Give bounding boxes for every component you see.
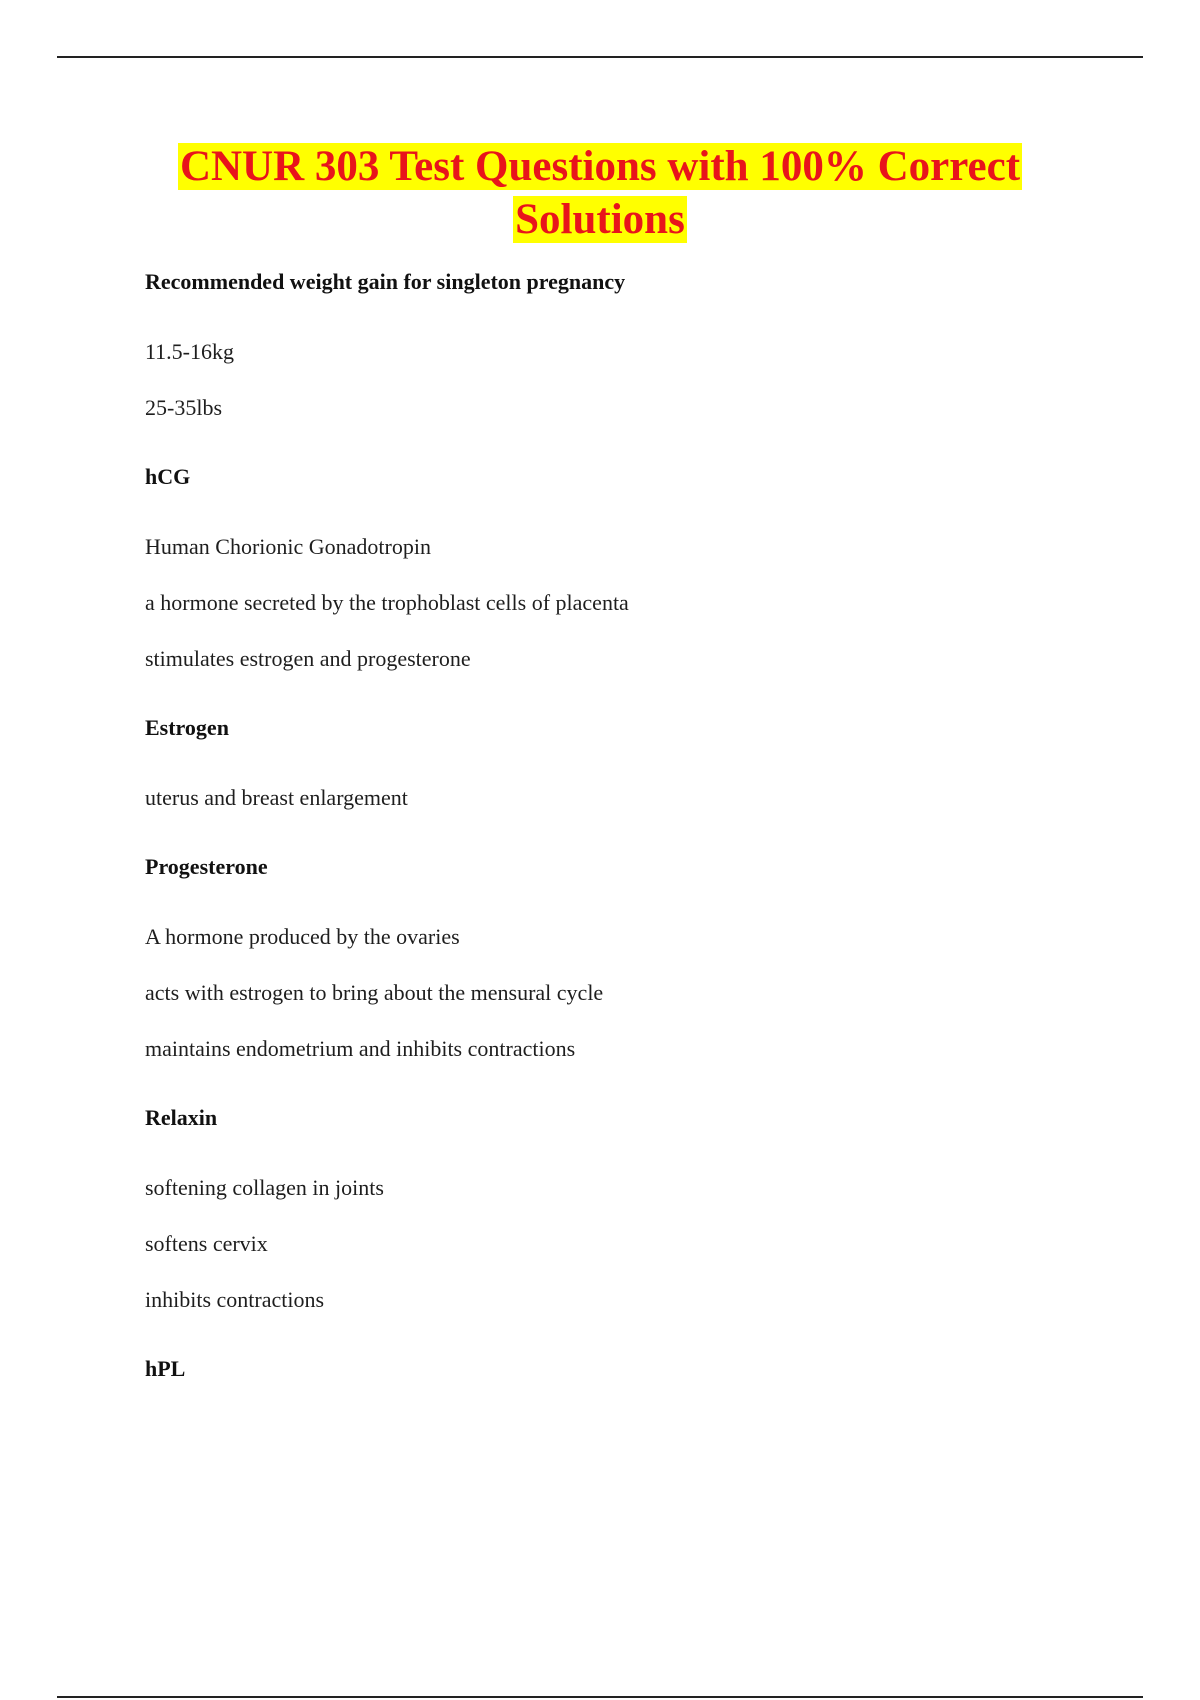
term-relaxin: Relaxin [145,1105,218,1130]
answer-line: softening collagen in joints [145,1175,384,1200]
answer-line: Human Chorionic Gonadotropin [145,534,431,559]
answer-line: a hormone secreted by the trophoblast cells of placenta [145,590,629,615]
top-divider [57,56,1143,58]
answer-line: 11.5-16kg [145,339,235,364]
term-hpl: hPL [145,1356,186,1381]
term-weight-gain: Recommended weight gain for singleton pregnancy [145,269,626,294]
answer-line: acts with estrogen to bring about the mensural cycle [145,980,604,1005]
answer-line: uterus and breast enlargement [145,785,408,810]
term-hcg: hCG [145,464,191,489]
answer-line: A hormone produced by the ovaries [145,924,460,949]
answer-line: inhibits contractions [145,1287,325,1312]
answer-line: stimulates estrogen and progesterone [145,646,471,671]
title-line-1: CNUR 303 Test Questions with 100% Correct [179,143,1021,190]
answer-line: maintains endometrium and inhibits contractions [145,1036,576,1061]
answer-line: softens cervix [145,1231,268,1256]
flashcard-content [145,262,1105,1389]
document-title [0,140,1200,246]
term-progesterone: Progesterone [145,854,268,879]
title-line-2: Solutions [515,196,685,243]
term-estrogen: Estrogen [145,715,229,740]
answer-line: 25-35lbs [145,395,222,420]
bottom-divider [57,1696,1143,1698]
